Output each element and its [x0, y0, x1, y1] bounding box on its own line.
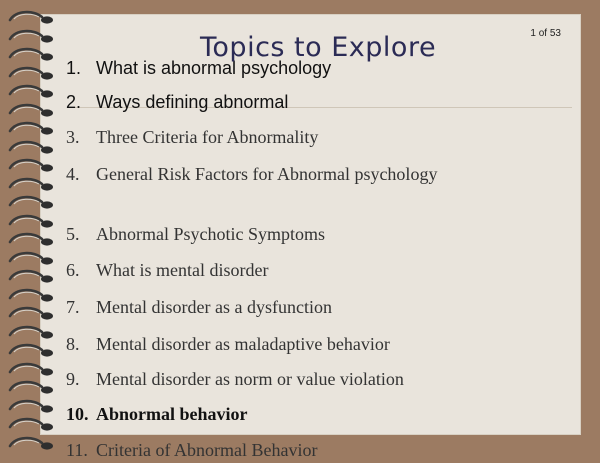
- list-item-text: Abnormal behavior: [96, 404, 248, 424]
- list-item-number: 2.: [66, 92, 82, 112]
- list-item-text: Criteria of Abnormal Behavior: [96, 440, 318, 460]
- list-item-text: Mental disorder as norm or value violation: [96, 369, 404, 389]
- list-item-number: 9.: [66, 369, 80, 389]
- list-item-text: What is abnormal psychology: [96, 58, 332, 78]
- list-item-number: 3.: [66, 127, 80, 147]
- list-item-text: Mental disorder as a dysfunction: [96, 297, 332, 317]
- list-item-number: 8.: [66, 334, 80, 354]
- list-item-number: 4.: [66, 164, 80, 184]
- list-item-number: 5.: [66, 224, 80, 244]
- list-item-text: Three Criteria for Abnormality: [96, 127, 319, 147]
- binding-ring: [6, 434, 66, 456]
- list-item-number: 6.: [66, 260, 80, 280]
- list-item-number: 10.: [66, 404, 89, 424]
- list-item-text: What is mental disorder: [96, 260, 269, 280]
- slide-title: Topics to Explore: [200, 32, 437, 63]
- slide: [40, 14, 581, 460]
- list-item-number: 11.: [66, 440, 88, 460]
- list-item-text: Abnormal Psychotic Symptoms: [96, 224, 325, 244]
- list-item-text: General Risk Factors for Abnormal psychology: [96, 164, 438, 184]
- list-item-text: Mental disorder as maladaptive behavior: [96, 334, 390, 354]
- topic-list: [40, 14, 581, 460]
- list-item-number: 1.: [66, 58, 82, 78]
- spiral-binding: [0, 0, 70, 450]
- page-indicator: 1 of 53: [530, 28, 561, 39]
- list-item-number: 7.: [66, 297, 80, 317]
- list-item-text: Ways defining abnormal: [96, 92, 289, 112]
